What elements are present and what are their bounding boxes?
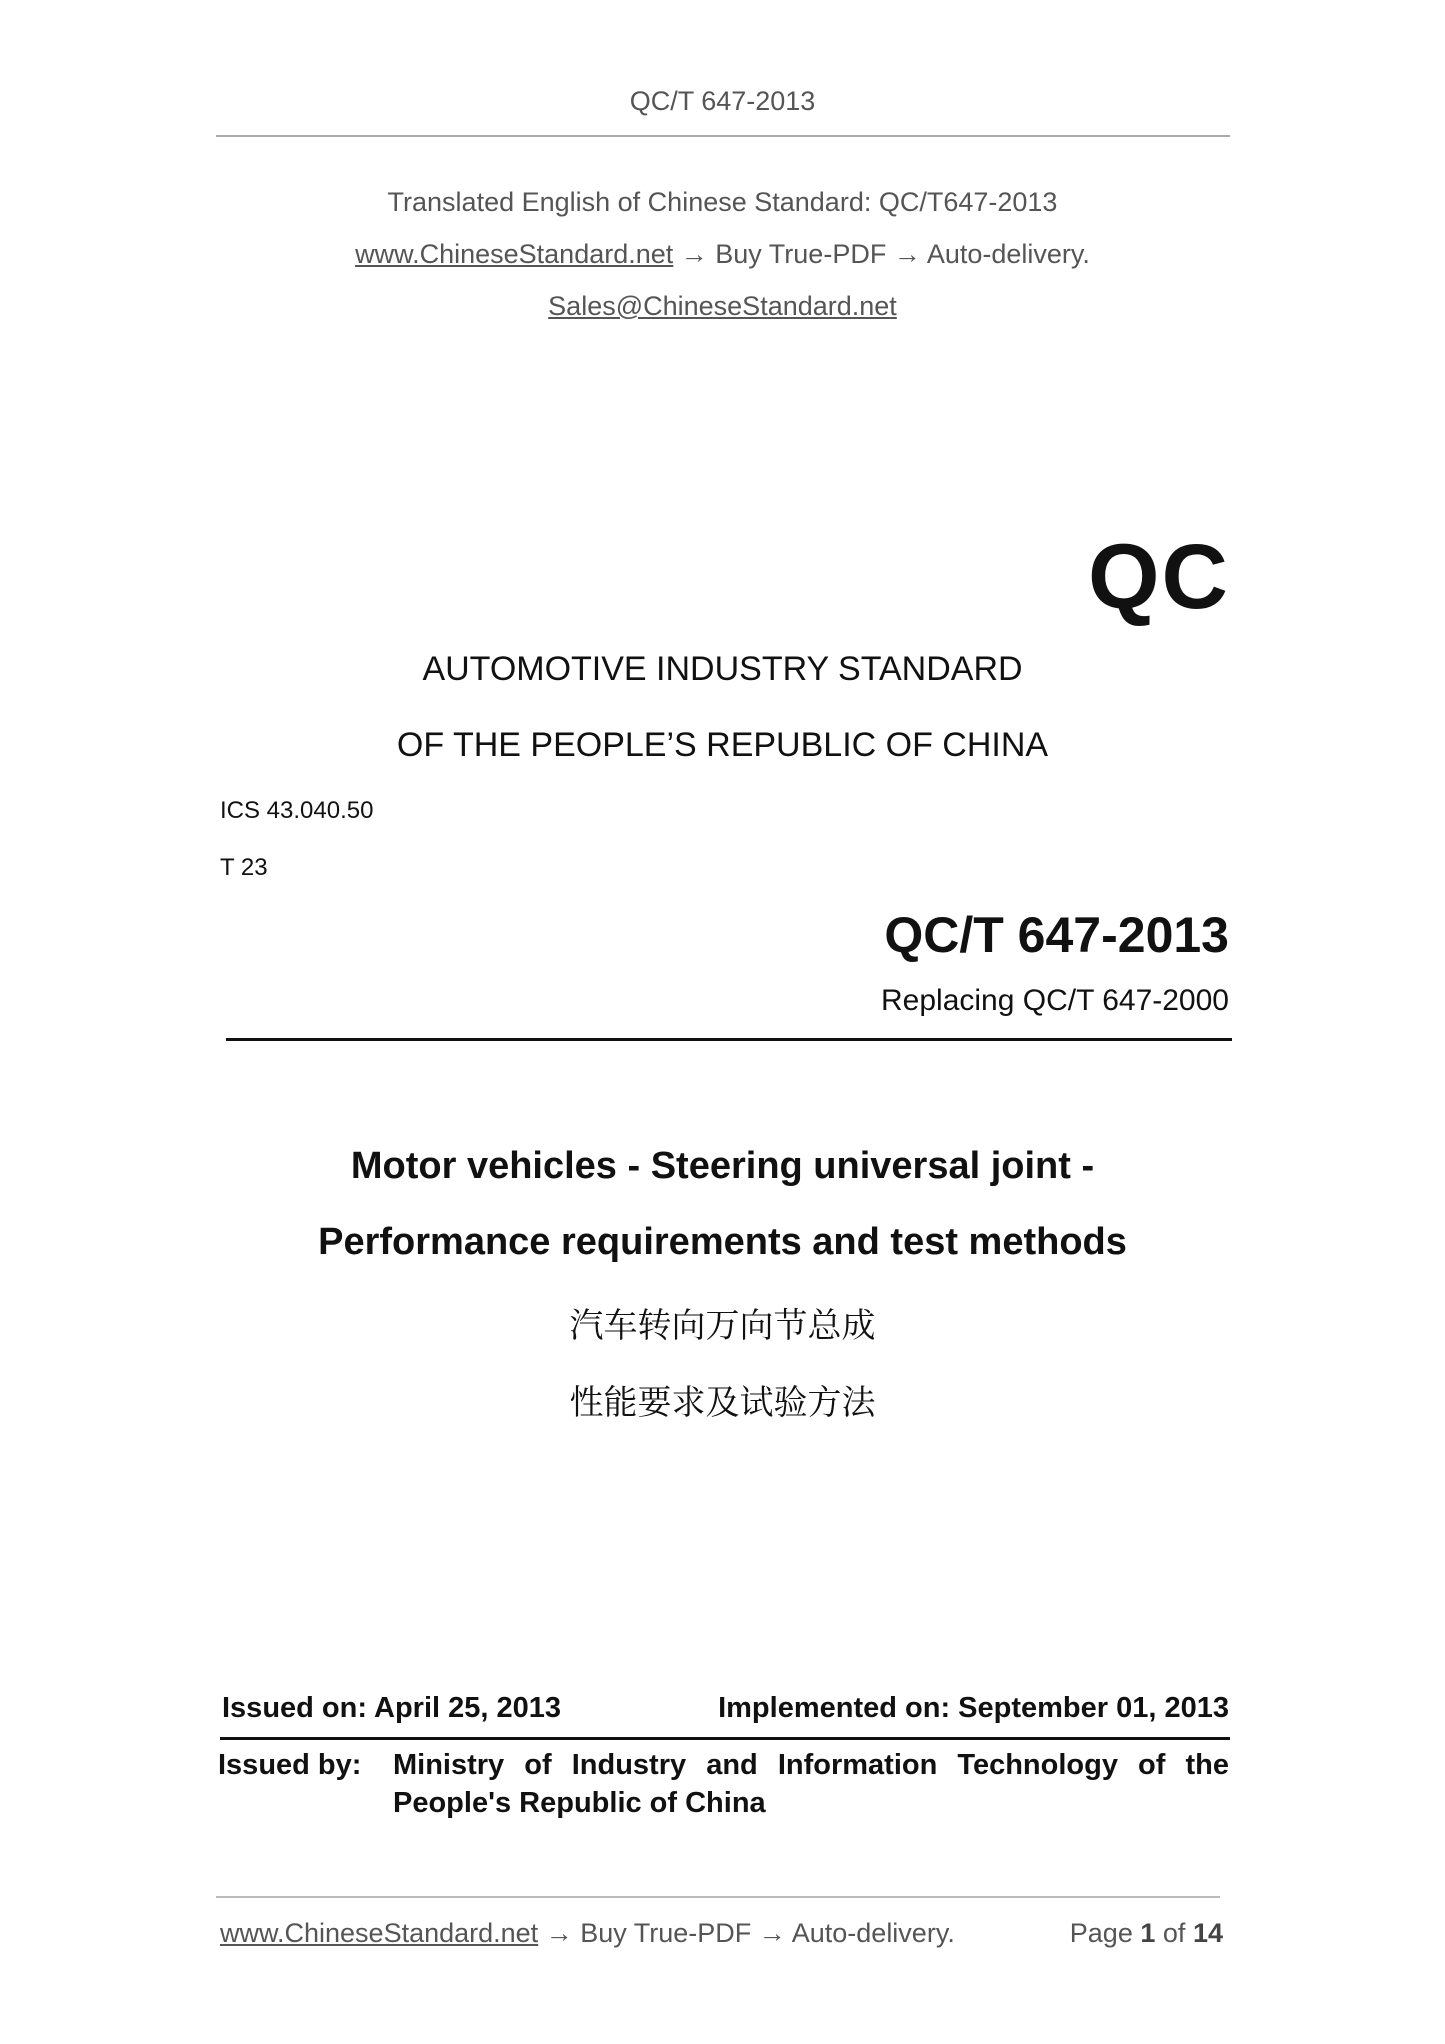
implemented-on: Implemented on: September 01, 2013: [718, 1692, 1229, 1724]
page-number: 1: [1140, 1918, 1156, 1948]
email-link[interactable]: Sales@ChineseStandard.net: [548, 291, 897, 321]
of-word: of: [1162, 1918, 1186, 1948]
issued-by-line-1: Ministry of Industry and Information Technology of the: [393, 1749, 1229, 1781]
page-indicator: [1070, 1918, 1223, 1949]
footer-site-link[interactable]: www.ChineseStandard.net: [220, 1918, 539, 1948]
issue-divider: [220, 1737, 1230, 1740]
header-rule: [216, 135, 1230, 137]
replacing-note: Replacing QC/T 647-2000: [881, 984, 1229, 1017]
classification-code: T 23: [220, 854, 268, 881]
promo-line-3: [0, 291, 1445, 322]
issued-by-label: Issued by:: [218, 1749, 362, 1781]
page-word: Page: [1069, 1918, 1133, 1948]
promo-line-2: [0, 239, 1445, 270]
site-link[interactable]: www.ChineseStandard.net: [355, 239, 674, 269]
footer-promo: [220, 1918, 955, 1949]
title-zh-line-1: 汽车转向万向节总成: [569, 1306, 876, 1346]
running-head: QC/T 647-2013: [629, 86, 816, 116]
org-line-1: AUTOMOTIVE INDUSTRY STANDARD: [422, 650, 1023, 688]
ics-code: ICS 43.040.50: [220, 797, 374, 824]
standard-code: QC/T 647-2013: [884, 907, 1229, 963]
title-en-line-1: Motor vehicles - Steering universal joint -: [350, 1145, 1095, 1187]
promo-line-2-rest: → Buy True-PDF → Auto-delivery.: [673, 239, 1090, 269]
org-line-2: OF THE PEOPLE’S REPUBLIC OF CHINA: [396, 726, 1049, 764]
issued-by-line-2: People's Republic of China: [393, 1787, 766, 1819]
qc-mark: QC: [1088, 526, 1230, 628]
promo-line-1: Translated English of Chinese Standard: QC/T647-2013: [387, 187, 1058, 217]
title-zh-line-2: 性能要求及试验方法: [569, 1383, 876, 1423]
title-en-line-2: Performance requirements and test methods: [318, 1221, 1127, 1263]
page-total: 14: [1192, 1918, 1223, 1948]
code-divider: [226, 1038, 1232, 1041]
footer-rule: [216, 1896, 1220, 1898]
issued-on: Issued on: April 25, 2013: [222, 1692, 561, 1724]
footer-promo-rest: → Buy True-PDF → Auto-delivery.: [538, 1918, 955, 1948]
